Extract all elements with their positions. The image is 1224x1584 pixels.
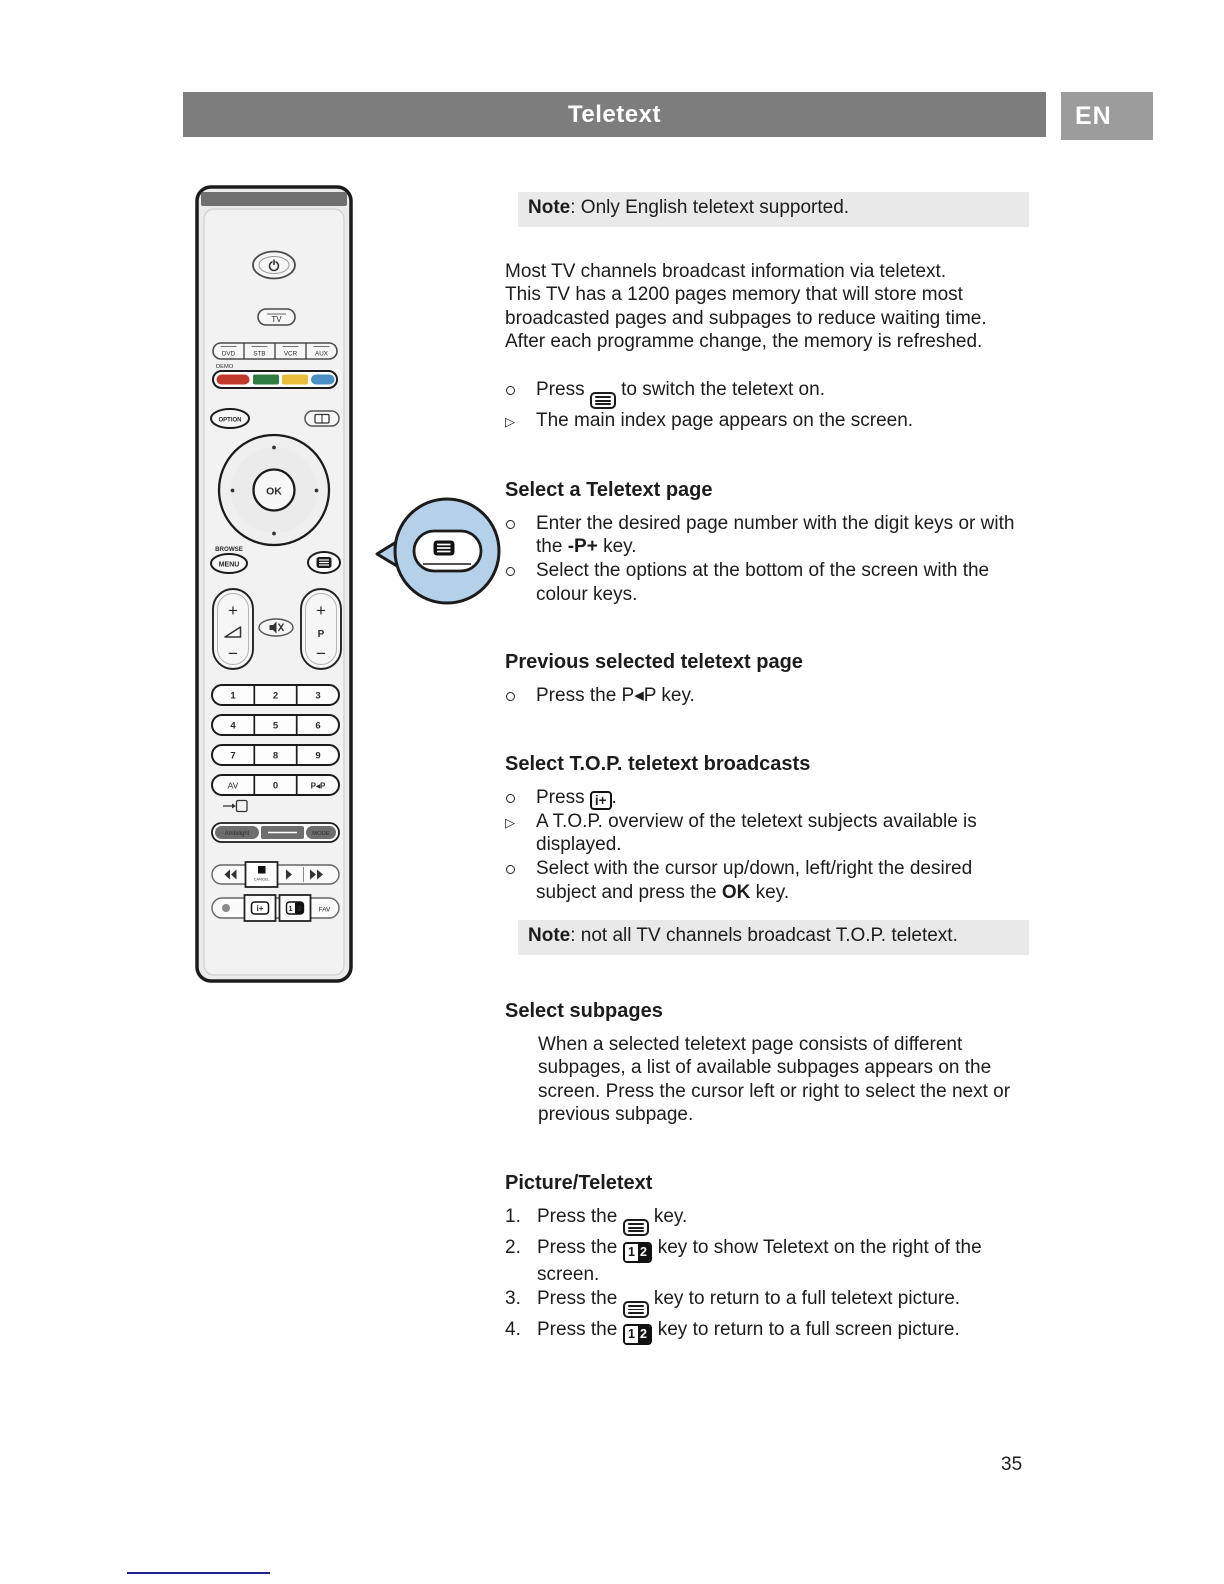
book-icon [315,415,329,424]
mute-button [259,619,293,636]
stb-button-label: STB [253,350,266,358]
sections [505,478,1029,1345]
cursor-right-dot [315,489,319,493]
colour-keys [213,371,337,388]
tv-button [258,309,295,325]
dvd-button-label: DVD [221,350,236,358]
note-label: Note [528,197,571,218]
record-row [212,895,339,921]
section-heading: Select subpages [505,999,663,1022]
dual12-right: 2 [638,1244,651,1262]
list-item [505,378,1029,409]
source-buttons [213,343,337,359]
green-key [253,375,279,385]
teletext-icon-line [628,1223,644,1225]
transport-row [212,862,339,887]
remote-control-illustration [190,185,510,985]
aux-button-label: AUX [315,350,328,358]
item-number: 1. [505,1206,521,1228]
digit-row-2 [212,715,339,735]
numbered-item [505,1205,1029,1236]
section-heading: Picture/Teletext [505,1172,653,1195]
teletext-icon-line [595,400,611,402]
power-button [253,252,295,279]
list-item [505,559,1029,606]
page-number: 35 [1001,1454,1023,1475]
volume-up-label: + [228,601,238,620]
cursor-up-dot [272,446,276,450]
list-item-text: Enter the desired page number with the digit keys or with the -P+ key. [536,512,1015,558]
option-label: OPTION [218,417,242,424]
teletext-icon [623,1219,649,1236]
volume-down-label: − [228,644,238,663]
tv-label: TV [271,315,282,324]
list-item [505,810,1029,857]
item-number: 4. [505,1319,521,1341]
circle-bullet [505,559,536,606]
dual-screen-button [280,895,311,921]
digit-0: 0 [272,780,279,792]
iplus-icon: i+ [590,791,612,810]
intro-line: Most TV channels broadcast information via teletext. [505,260,947,282]
av-button-label: AV [227,780,239,791]
note-text: : not all TV channels broadcast T.O.P. teletext. [570,925,958,947]
list-item-text: Select with the cursor up/down, left/right the desired subject and press the OK key. [536,857,973,903]
ok-label: OK [266,485,282,498]
red-key [217,375,250,385]
intro-rest: This TV has a 1200 pages memory that will store most broadcasted pages and subpages to reduce waiting time. After each programme change, the memory is refreshed. [505,284,987,353]
browse-label: BROWSE [215,546,243,553]
list-item-text: Select the options at the bottom of the screen with the colour keys. [536,559,990,605]
teletext-icon [590,392,616,409]
list-item-text: Press the 1 2 key to show Teletext on the right of the screen. [537,1237,982,1286]
circle-bullet [505,857,536,904]
note-box [518,192,1029,227]
digit-2: 2 [272,690,279,702]
list-item-text: Press i+ . [536,786,617,808]
teletext-icon-line [628,1309,644,1311]
stop-cancel-button [246,862,278,887]
circle-bullet [505,684,536,708]
blue-key [311,375,335,385]
programme-down-label: − [316,644,326,663]
section-heading: Select a Teletext page [505,478,713,501]
dual12-left: 1 [625,1326,638,1344]
note-label: Note [528,925,571,947]
digit-4: 4 [230,720,236,732]
list-item-text: A T.O.P. overview of the teletext subjects available is displayed. [536,810,977,856]
menu-button [211,554,247,573]
triangle-bullet: ▷ [505,414,515,430]
list-item [505,512,1029,559]
item-number: 2. [505,1237,521,1259]
numbered-item [505,1236,1029,1287]
triangle-bullet: ▷ [505,814,515,830]
digit-row-3 [212,745,339,765]
header-bar [183,92,1046,137]
record-icon [222,904,230,912]
digit-7: 7 [230,750,236,762]
yellow-key [282,375,308,385]
programme-label: P [317,629,325,640]
dual12-right: 2 [638,1326,651,1344]
cursor-left-dot [231,489,235,493]
dual12-icon [623,1242,653,1264]
menu-label: MENU [218,561,240,569]
language-label: EN [1075,101,1112,130]
ir-window [201,192,347,206]
fav-label: FAV [318,906,331,914]
document-content [505,192,1029,1345]
section-heading: Select T.O.P. teletext broadcasts [505,752,811,775]
teletext-icon-magnified [434,541,455,556]
teletext-icon-line [628,1230,644,1232]
list-item-text: Press the key to return to a full teletext picture. [537,1287,1029,1318]
note-box [518,920,1029,955]
digit-6: 6 [315,720,321,732]
dual12-left: 1 [625,1244,638,1262]
circle-bullet [505,786,536,810]
pp-key: P◂P [621,685,657,707]
circle-bullet [505,512,536,559]
numbered-item [505,1287,1029,1318]
option-button [211,409,249,428]
stop-icon [258,866,266,874]
digit-5: 5 [272,720,279,732]
item-number: 3. [505,1287,521,1309]
volume-rocker [213,589,253,669]
teletext-icon [623,1301,649,1318]
programme-rocker [301,589,341,669]
circle-bullet [505,378,536,409]
ambilight-label: Ambilight [224,830,250,837]
dual12-icon [623,1324,653,1346]
list-item-text: Press to switch the teletext on. [536,378,1029,409]
page-title: Teletext [568,100,661,128]
language-tab [1061,92,1153,140]
ambilight-mode-row [212,823,339,842]
mode-label: MODE [312,830,330,837]
programme-up-label: + [316,601,326,620]
dual12-right: 2 [297,904,302,914]
teletext-icon-line [628,1305,644,1307]
teletext-icon-line [628,1227,644,1229]
teletext-button [308,552,340,573]
footer-rule [127,1572,270,1574]
bold-text: -P+ [567,536,598,558]
list-item-text: The main index page appears on the screen. [536,410,914,432]
list-item-text: Press the key. [537,1205,1029,1236]
digit-1: 1 [230,690,236,702]
section-paragraph: When a selected teletext page consists of different subpages, a list of available subpages appears on the screen. Press the cursor left or right to select the next or previous subpage. [538,1033,1011,1126]
digit-row-4 [212,775,339,795]
numbered-item [505,1318,1029,1345]
dual12-left: 1 [288,904,293,914]
digit-3: 3 [315,690,321,702]
list-item [505,857,1029,904]
intro-paragraph [505,260,1029,354]
digit-row-1 [212,685,339,705]
digit-9: 9 [315,750,321,762]
section-heading: Previous selected teletext page [505,651,803,674]
cursor-down-dot [272,532,276,536]
digit-8: 8 [272,750,279,762]
teletext-icon-line [595,396,611,398]
list-item [505,409,1029,434]
info-button [245,895,276,921]
list-item-text: Press the 1 2 key to return to a full screen picture. [537,1318,1029,1345]
cancel-label: CANCEL [253,877,270,882]
lead-bullet-list [505,378,1029,434]
bold-text: OK [721,881,751,903]
previous-page-key-label: P◂P [310,781,326,791]
teletext-icon [317,557,332,568]
teletext-icon-line [595,403,611,405]
teletext-callout [377,499,499,603]
vcr-button-label: VCR [283,350,298,358]
teletext-icon-line [628,1312,644,1314]
list-item-text: Press the P◂P key. [536,685,695,707]
guide-button [305,411,339,426]
list-item [505,786,1029,810]
iplus-icon: i+ [256,904,264,914]
demo-label: DEMO [216,364,234,370]
note-text: : Only English teletext supported. [570,197,850,218]
list-item [505,684,1029,708]
navigation-pad [219,435,329,545]
